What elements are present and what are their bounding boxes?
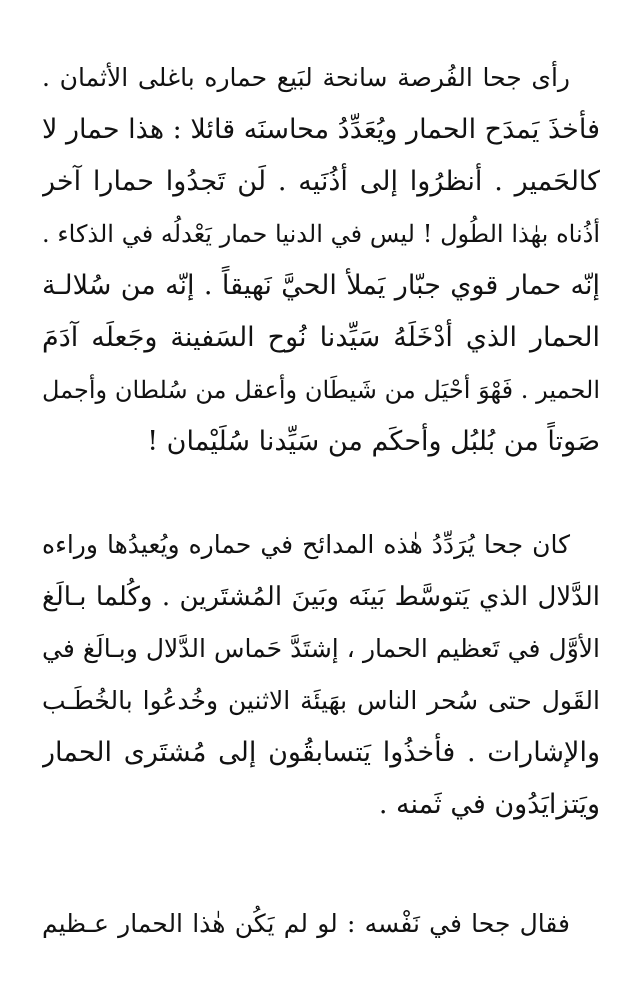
text-line: الدَّلال الذي يَتوسَّط بَينَه وبَينَ المُشتَرين . وكُلما بـالَغ [42, 582, 600, 612]
text-line: كان جحا يُرَدِّدُ هٰذه المدائح في حماره ويُعيدُها وراءه [42, 530, 570, 559]
text-line: إنّه حمار قوي جبّار يَملأ الحيَّ نَهيقاً . إنّه من سُلالـة [42, 270, 600, 301]
text-line: أذُناه بهٰذا الطُول ! ليس في الدنيا حمار يَعْدلُه في الذكاء . [42, 220, 600, 248]
paragraph-3 [42, 898, 600, 950]
text-line: رأى جحا الفُرصة سانحة لبَيع حماره باغلى الأثمان . [42, 63, 570, 92]
text-line: فقال جحا في نَفْسه : لو لم يَكُن هٰذا الحمار عـظيم [42, 909, 570, 938]
text-line: والإشارات . فأخذُوا يَتسابقُون إلى مُشتَرى الحمار [42, 737, 600, 768]
text-line: القَول حتى سُحر الناس بهَيئَة الاثنين وخُدعُوا بالخُطَـب [42, 686, 600, 715]
text-line: فأخذَ يَمدَح الحمار ويُعَدِّدُ محاسنَه قائلا : هذا حمار لا [42, 114, 600, 145]
text-line: الحمير . فَهْوَ أحْيَل من شَيطَان وأعقل من سُلطان وأجمل [42, 376, 600, 404]
text-line: كالحَمير . أنظرُوا إلى أذُنَيه . لَن تَجدُوا حمارا آخر [42, 166, 600, 197]
text-line: الحمار الذي أدْخَلَهُ سَيِّدنا نُوح السَفينة وجَعلَه آدَمَ [42, 322, 600, 353]
paragraph-2 [42, 519, 600, 831]
paragraph-1 [42, 52, 600, 468]
text-line: ويَتزايَدُون في ثَمنه . [378, 789, 600, 820]
text-line: الأوَّل في تَعظيم الحمار ، إشتَدَّ حَماس الدَّلال وبـالَغ في [42, 634, 600, 663]
text-line: صَوتاً من بُلبُل وأحكَم من سَيِّدنا سُلَيْمان ! [147, 426, 600, 457]
